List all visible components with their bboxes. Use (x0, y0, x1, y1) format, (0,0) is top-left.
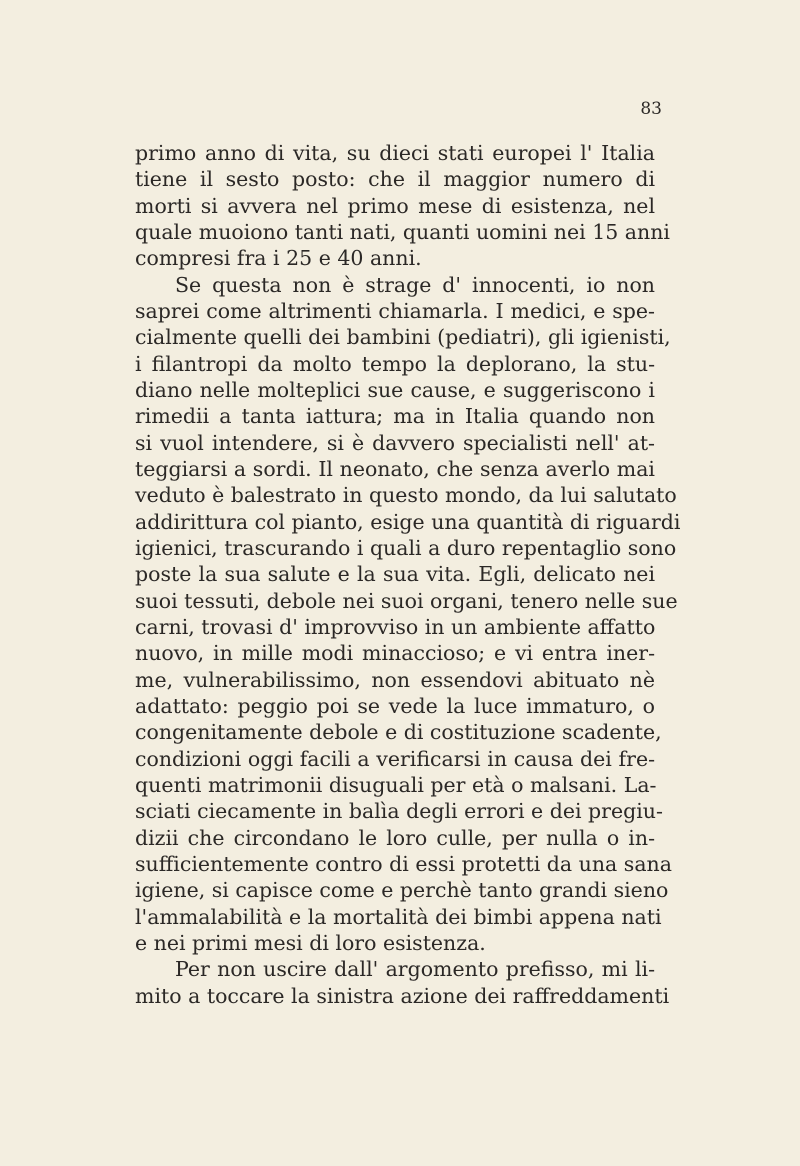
text-line: Se questa non è strage d' innocenti, io non (175, 272, 655, 297)
text-line: primo anno di vita, su dieci stati europei l' Italia (135, 141, 655, 165)
text-line: me, vulnerabilissimo, non essendovi abituato nè (135, 667, 655, 692)
text-line: quale muoiono tanti nati, quanti uomini nei 15 anni (135, 219, 670, 244)
text-line: e nei primi mesi di loro esistenza. (135, 930, 486, 955)
text-line: rimedii a tanta iattura; ma in Italia quando non (135, 404, 655, 429)
body-text (135, 140, 681, 1009)
text-line: sufficientemente contro di essi protetti da una sana (135, 851, 672, 876)
text-line: saprei come altrimenti chiamarla. I medici, e spe- (135, 298, 655, 323)
text-line: cialmente quelli dei bambini (pediatri), gli igienisti, (135, 325, 671, 350)
text-line: congenitamente debole e di costituzione scadente, (135, 720, 662, 745)
text-line: sciati ciecamente in balìa degli errori e dei pregiu- (135, 799, 663, 824)
text-line: nuovo, in mille modi minaccioso; e vi entra iner- (135, 641, 655, 666)
text-line: teggiarsi a sordi. Il neonato, che senza averlo mai (135, 456, 655, 481)
text-line: quenti matrimonii disuguali per età o malsani. La- (135, 772, 657, 797)
text-line: l'ammalabilità e la mortalità dei bimbi appena nati (135, 904, 662, 929)
text-line: suoi tessuti, debole nei suoi organi, tenero nelle sue (135, 588, 678, 613)
text-line: condizioni oggi facili a verificarsi in causa dei fre- (135, 746, 655, 771)
text-line: adattato: peggio poi se vede la luce immaturo, o (135, 693, 655, 718)
text-line: poste la sua salute e la sua vita. Egli, delicato nei (135, 562, 655, 587)
text-line: morti si avvera nel primo mese di esistenza, nel (135, 193, 655, 218)
text-line: igienici, trascurando i quali a duro repentaglio sono (135, 535, 677, 560)
text-line: carni, trovasi d' improvviso in un ambiente affatto (135, 614, 656, 639)
text-line: igiene, si capisce come e perchè tanto grandi sieno (135, 878, 669, 903)
text-line: veduto è balestrato in questo mondo, da lui salutato (135, 483, 677, 508)
text-line: addirittura col pianto, esige una quantità di riguardi (135, 509, 681, 534)
text-line: tiene il sesto posto: che il maggior numero di (135, 167, 655, 192)
text-line: diano nelle molteplici sue cause, e suggeriscono i (135, 377, 655, 402)
page-number: 83 (640, 99, 662, 119)
text-line: mito a toccare la sinistra azione dei raffreddamenti (135, 983, 670, 1008)
text-line: compresi fra i 25 e 40 anni. (135, 246, 422, 271)
text-line: Per non uscire dall' argomento prefisso, mi li- (175, 957, 655, 982)
text-line: si vuol intendere, si è davvero specialisti nell' at- (135, 430, 655, 455)
text-line: i filantropi da molto tempo la deplorano, la stu- (135, 351, 655, 376)
text-line: dizii che circondano le loro culle, per nulla o in- (135, 825, 655, 850)
